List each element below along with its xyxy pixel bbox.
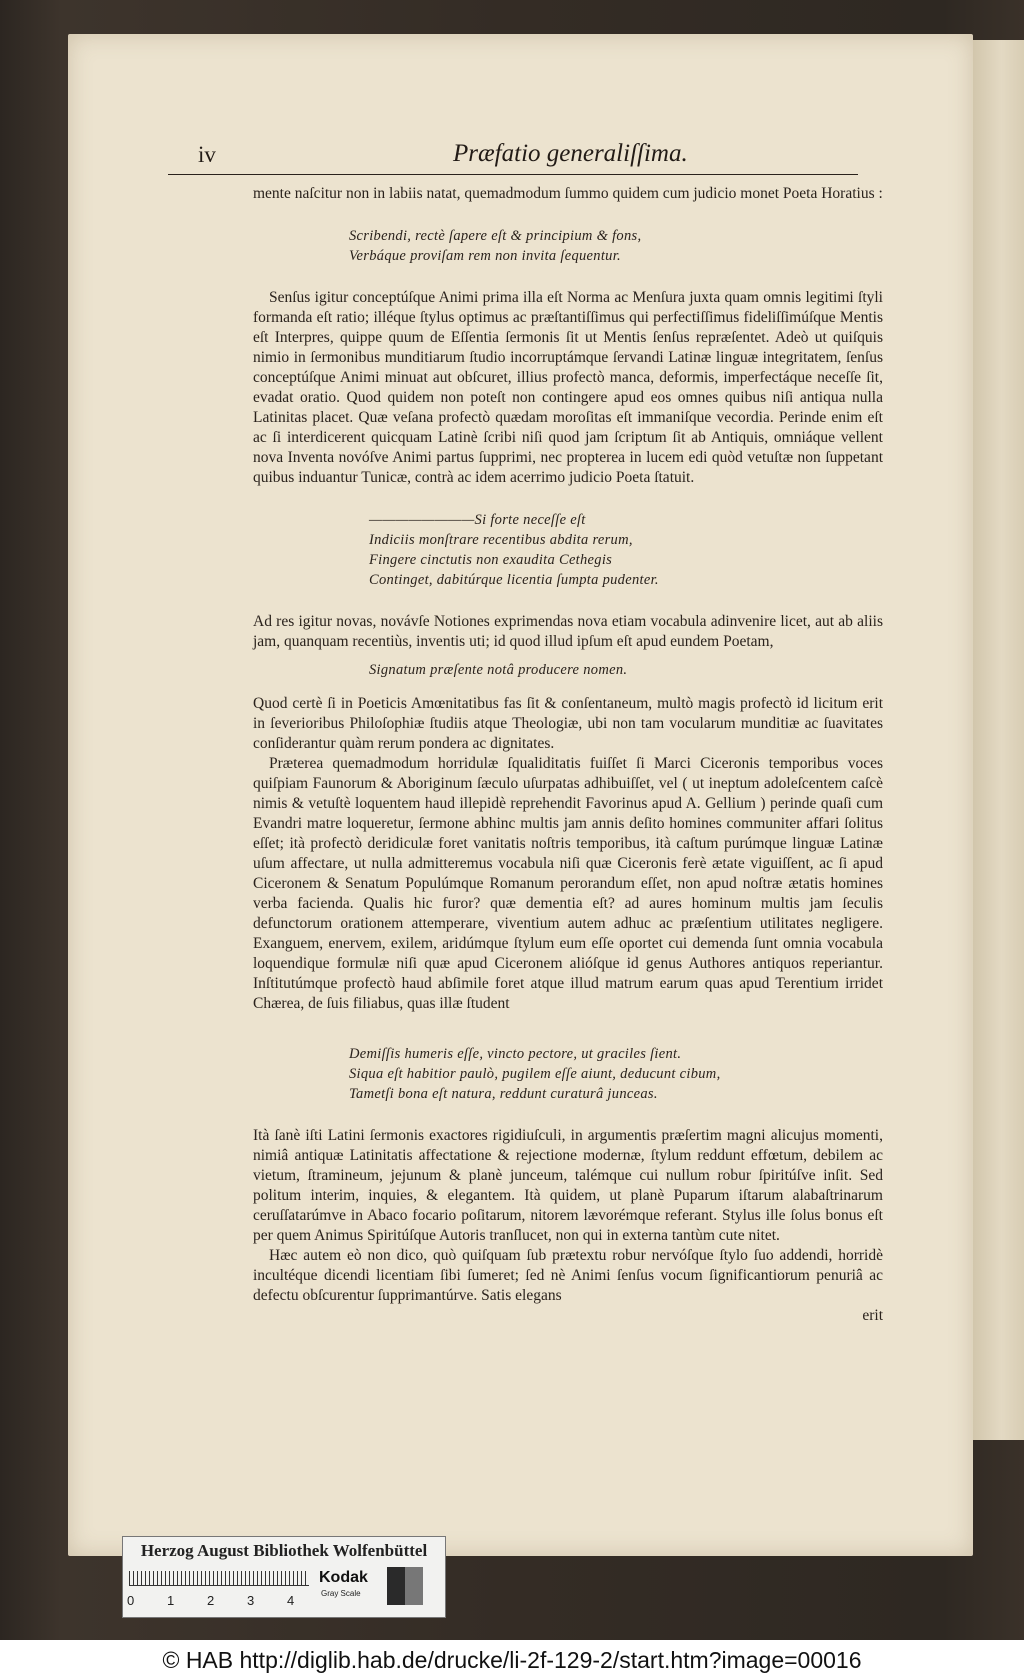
verse-line: Verbáque proviſam rem non invita ſequentur. xyxy=(349,248,621,264)
next-page-edge xyxy=(968,40,1024,1440)
ruler-scale xyxy=(129,1571,309,1586)
scale-label: 0 xyxy=(127,1593,135,1608)
verse-horatius xyxy=(253,226,883,266)
verse-poeta xyxy=(253,510,883,590)
scale-label: 4 xyxy=(287,1593,295,1608)
scale-label: 1 xyxy=(167,1593,175,1608)
page-number: iv xyxy=(198,142,216,167)
running-title: Præfatio generaliſſima. xyxy=(453,140,688,167)
copyright-footer: © HAB http://diglib.hab.de/drucke/li-2f-129-2/start.htm?image=00016 xyxy=(0,1640,1024,1680)
paragraph-1: mente naſcitur non in labiis natat, quemadmodum ſummo quidem cum judicio monet Poeta Horatius : xyxy=(253,185,883,202)
watermark-title: Herzog August Bibliothek Wolfenbüttel xyxy=(140,1541,428,1560)
verse-line: Demiſſis humeris eſſe, vincto pectore, ut graciles ſient. xyxy=(349,1046,682,1062)
verse-line: Scribendi, rectè ſapere eſt & principium & fons, xyxy=(349,228,642,244)
paragraph-4: Quod certè ſi in Poeticis Amœnitatibus fas ſit & conſentaneum, multò magis profectò id licitum erit in ſeverioribus Philoſophiæ ſtudiis atque Theologiæ, ubi non tam vocularum munditiæ ac ſuavitates conſiderantur quàm rerum pondera ac dignitates. xyxy=(253,695,883,752)
page-header xyxy=(168,138,858,175)
verse-line: Continget, dabitúrque licentia ſumpta pudenter. xyxy=(369,572,659,588)
verse-line: Siqua eſt habitior paulò, pugilem eſſe aiunt, deducunt cibum, xyxy=(349,1066,721,1082)
gray-swatch-dark xyxy=(387,1567,405,1605)
paragraph-6: Ità ſanè iſti Latini ſermonis exactores rigidiuſculi, in argumentis præſertim magni alicujus momenti, nimiâ antiquæ Latinitatis affectatione & rejectione modernæ, ſtylum reddunt effœtum, debilem ac vietum, ſtramineum, jejunum & planè junceum, talémque cui nullum robur ſpiritúſve inſit. Sed politum interim, inquies, & elegantem. Ità quidem, ut planè Puparum iſtarum alabaſtrinarum ceruſſatarúmve in Abaco focario poſitarum, nitorem lævorémque referant. Stylus ille ſolus bonus eſt per quem Animus Spiritúſque Autoris tranſlucet, non qui in externa tantùm cute nitet. xyxy=(253,1127,883,1244)
verse-line: Signatum præſente notâ producere nomen. xyxy=(369,662,628,678)
page-body-text xyxy=(253,184,883,1326)
paragraph-3: Ad res igitur novas, novávſe Notiones exprimendas nova etiam vocabula adinvenire licet, aut ab aliis jam, quanquam recentiùs, inventis uti; id quod illud ipſum eſt apud eundem Poetam, xyxy=(253,613,883,650)
verse-line: Fingere cinctutis non exaudita Cethegis xyxy=(369,552,613,568)
library-watermark xyxy=(122,1536,446,1618)
scale-label: 2 xyxy=(207,1593,215,1608)
paragraph-5: Præterea quemadmodum horridulæ ſqualiditatis fuiſſet ſi Marci Ciceronis temporibus voces quiſpiam Faunorum & Aboriginum ſæculo uſurpatas adhibuiſſet, vel ( ut ineptum adoleſcentem caſcè nimis & vetuſtè loquentem haud illepidè reprehendit Favorinus apud A. Gellium ) perinde quaſi cum Evandri matre loqueretur, ſermone abhinc multis jam annis deſito homines communiter affari ſolitus eſſet; ità profectò deridiculæ foret vanitatis noſtris temporibus, ità caſtum purúmque linguæ Latinæ uſum affectare, ut nulla admitteremus vocabula niſi quæ Ciceronis ferè ætate viguiſſent, ac ſi apud Ciceronem & Senatum Populúmque Romanum perorandum eſſet, non apud noſtræ ætatis homines verba facienda. Qualis hic furor? quæ dementia eſt? ad aures hominum multis jam ſeculis defunctorum orationem attemperare, viventium autem adhuc ac præſentium utilitates negligere. Exanguem, enervem, exilem, aridúmque ſtylum eum eſſe oportet cui demenda ſunt omnia vocabula loquendique formulæ niſi quæ apud Ciceronem alióſque id genus Authores antiquos reperiantur. Inſtitutúmque profectò haud abſimile foret atque illud matrum earum quas apud Terentium irridet Chærea, de ſuis filiabus, quas illæ ſtudent xyxy=(253,755,883,1012)
verse-terentius xyxy=(253,1044,883,1104)
verse-line: ————————Si forte neceſſe eſt xyxy=(369,512,586,528)
gray-swatch-mid xyxy=(405,1567,423,1605)
paragraph-7: Hæc autem eò non dico, quò quiſquam ſub prætextu robur nervóſque ſtylo ſuo addendi, horridè incultéque dicendi licentiam ſibi ſumeret; ſed nè Animi ſenſus vocum ſignificantiorum penuriâ ac defectu obſcurentur ſupprimantúrve. Satis elegans xyxy=(253,1247,883,1304)
kodak-brand: Kodak xyxy=(319,1569,368,1586)
verse-line: Indiciis monſtrare recentibus abdita rerum, xyxy=(369,532,633,548)
verse-signatum xyxy=(253,660,883,680)
catchword: erit xyxy=(862,1307,883,1324)
verse-line: Tametſi bona eſt natura, reddunt curaturâ junceas. xyxy=(349,1086,658,1102)
scale-label: 3 xyxy=(247,1593,255,1608)
kodak-subtitle: Gray Scale xyxy=(321,1589,361,1598)
paragraph-2: Senſus igitur conceptúſque Animi prima illa eſt Norma ac Menſura juxta quam omnis legitimi ſtyli formanda eſt ratio; illéque ſtylus optimus ac præſtantiſſimus qui perfectiſſimus fideliſſimúſque Mentis eſt Interpres, quippe quum de Eſſentia ſermonis ſit ut Mentis ſenſus repræſentet. Adeò ut quiſquis nimio in ſermonibus munditiarum ſtudio incorruptámque ſervandi Latinæ linguæ integritatem, ſenſus conceptúſque Animi minuat aut obſcuret, illius profectò manca, deformis, imperfectáque neceſſe ſit, evadat oratio. Quod quidem non poteſt non contingere apud eos omnes quibus niſi antiqua nulla Latinitas placet. Quæ veſana profectò quædam moroſitas eſt immaniſque vecordia. Perinde enim eſt ac ſi interdicerent quicquam Latinè ſcribi niſi quod jam ſcriptum ſit ab Antiquis, omniáque vellent nova Inventa novóſve Animi partus ſupprimi, nec propterea in lucem edi quòd vetuſtæ non ſuppetant quibus induantur Tunicæ, contrà ac idem acerrimo judicio Poeta ſtatuit. xyxy=(253,289,883,486)
